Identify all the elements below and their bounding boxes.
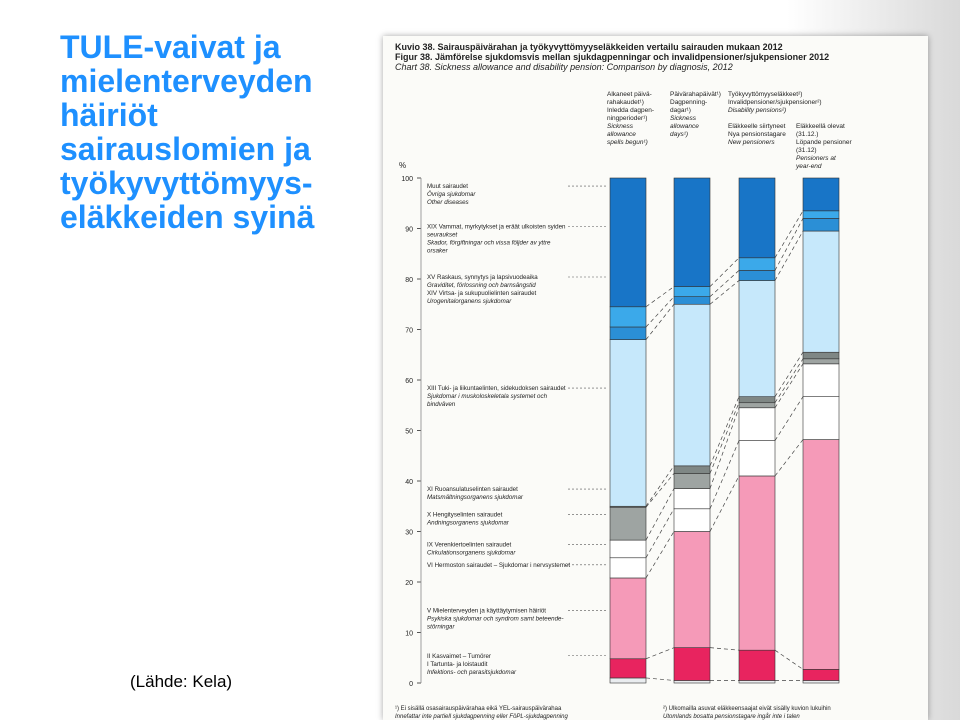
footnote-line: ¹) Ei sisällä osasairauspäivärahaa eikä YEL-sairauspäivärahaa xyxy=(395,706,562,712)
connector-line xyxy=(646,489,674,541)
legend-label-line: Andningsorganens sjukdomar xyxy=(427,519,509,527)
group-header-line: Työkyvyttömyyseläkkeet²) xyxy=(728,91,803,98)
connector-line xyxy=(710,258,739,287)
connector-line xyxy=(775,440,803,476)
bar-segment xyxy=(610,578,646,659)
bar-segment xyxy=(739,403,775,408)
bar-segment xyxy=(803,211,839,219)
connector-line xyxy=(710,648,739,651)
legend-label-line: VI Hermoston sairaudet – Sjukdomar i nervsystemet xyxy=(427,561,571,569)
bar-segment xyxy=(674,466,710,474)
title-line: TULE-vaivat ja xyxy=(60,29,281,65)
legend-label-line: V Mielenterveyden ja käyttäytymisen häiriöt xyxy=(427,607,546,615)
category-label-line: New pensioners xyxy=(728,139,775,146)
connector-line xyxy=(646,532,674,578)
bar-segment xyxy=(803,231,839,352)
footnote-line: ²) Ulkomailla asuvat eläkkeensaajat eivät sisälly kuvion lukuihin xyxy=(663,706,831,712)
category-label-line: ningperioder¹) xyxy=(607,115,648,122)
connector-line xyxy=(710,403,739,474)
connector-line xyxy=(646,678,674,681)
bar-segment xyxy=(803,352,839,359)
category-label-line: dagar¹) xyxy=(670,107,691,114)
bar-segment xyxy=(610,178,646,307)
legend-label-line: Infektions- och parasitsjukdomar xyxy=(427,668,517,676)
chart-title-line: Chart 38. Sickness allowance and disability pension: Comparison by diagnosis, 2012 xyxy=(395,62,733,72)
legend-label-line: Cirkulationsorganens sjukdomar xyxy=(427,549,516,557)
legend-label-line: IX Verenkiertoelinten sairaudet xyxy=(427,541,512,549)
connector-line xyxy=(775,231,803,280)
bar-segment xyxy=(803,680,839,683)
footnote-line: Innefattar inte partiell sjukdagpenning eller FöPL-sjukdagpenning xyxy=(395,714,568,720)
category-label-line: Eläkkeellä olevat xyxy=(796,123,845,130)
category-label-line: Dagpenning- xyxy=(670,99,708,106)
bar-segment xyxy=(803,364,839,397)
category-label-line: days¹) xyxy=(670,131,689,138)
bar-segment xyxy=(739,178,775,258)
legend-label-line: seuraukset xyxy=(427,231,458,239)
category-label-line: (31.12.) xyxy=(796,131,819,138)
bar-segment xyxy=(674,178,710,287)
title-line: sairauslomien ja xyxy=(60,131,311,167)
connector-line xyxy=(710,397,739,466)
connector-line xyxy=(646,466,674,506)
legend-label-line: XIII Tuki- ja liikuntaelinten, sidekudoksen sairaudet xyxy=(427,385,566,393)
legend-label-line: Matsmältningsorganens sjukdomar xyxy=(427,494,523,502)
category-label-line: Nya pensionstagare xyxy=(728,131,786,138)
y-tick-label: 100 xyxy=(401,176,413,183)
connector-line xyxy=(775,364,803,408)
connector-line xyxy=(775,211,803,258)
connector-line xyxy=(775,218,803,270)
connector-line xyxy=(646,648,674,659)
connector-line xyxy=(710,281,739,305)
legend-label-line: Other diseases xyxy=(427,199,469,207)
category-label-line: rahakaudet¹) xyxy=(607,99,644,106)
connector-line xyxy=(646,473,674,507)
bar-segment xyxy=(803,359,839,364)
bar-segment xyxy=(674,489,710,509)
bar-segment xyxy=(610,558,646,578)
connector-line xyxy=(775,352,803,396)
category-label-line: Inledda dagpen- xyxy=(607,107,654,114)
category-label-line: allowance xyxy=(607,131,636,138)
category-label-line: Alkaneet päivä- xyxy=(607,91,652,98)
group-header-line: Invalidpensioner/sjukpensioner²) xyxy=(728,99,822,106)
bar-segment xyxy=(610,307,646,327)
connector-line xyxy=(710,441,739,509)
bar-segment xyxy=(803,397,839,440)
footnote-line: Utomlands bosatta pensionstagare ingår inte i talen xyxy=(663,714,800,720)
bar-segment xyxy=(610,327,646,340)
bar-segment xyxy=(610,540,646,558)
legend-label-line: Skador, förgiftningar och vissa följder av yttre xyxy=(427,239,551,247)
legend-label-line: Graviditet, förlossning och barnsängstid xyxy=(427,282,536,289)
title-line: häiriöt xyxy=(60,97,158,133)
bar-segment xyxy=(674,473,710,488)
connector-line xyxy=(710,408,739,489)
category-label-line: spells begun¹) xyxy=(607,139,648,146)
bar-segment xyxy=(803,669,839,680)
y-tick-label: 80 xyxy=(405,277,413,284)
bar-segment xyxy=(610,678,646,683)
category-label-line: Sickness xyxy=(670,115,697,122)
legend-label-line: XIV Virtsa- ja sukupuolielinten sairaudet xyxy=(427,290,537,297)
bar-segment xyxy=(739,650,775,680)
y-tick-label: 40 xyxy=(405,479,413,486)
legend-label-line: XV Raskaus, synnytys ja lapsivuodeaika xyxy=(427,274,538,281)
category-label-line: allowance xyxy=(670,123,699,130)
y-tick-label: 30 xyxy=(405,529,413,537)
bar-segment xyxy=(674,287,710,297)
bar-segment xyxy=(739,680,775,683)
bar-segment xyxy=(610,340,646,507)
legend-label-line: Muut sairaudet xyxy=(427,183,468,191)
stacked-bar-chart xyxy=(383,36,928,720)
bar-segment xyxy=(739,258,775,271)
title-line: työkyvyttömyys- xyxy=(60,165,313,201)
category-label-line: (31.12) xyxy=(796,147,817,154)
connector-line xyxy=(775,650,803,669)
category-label-line: Sickness xyxy=(607,123,634,130)
legend-label-line: II Kasvaimet – Tumörer xyxy=(427,652,491,660)
bar-segment xyxy=(803,218,839,231)
bar-segment xyxy=(739,397,775,403)
category-label-line: year-end xyxy=(796,163,822,170)
connector-line xyxy=(646,304,674,339)
category-label-line: Eläkkeelle siirtyneet xyxy=(728,123,786,130)
bar-segment xyxy=(674,304,710,466)
connector-line xyxy=(710,476,739,532)
bar-segment xyxy=(674,532,710,648)
y-tick-label: 10 xyxy=(405,630,413,638)
connector-line xyxy=(710,270,739,296)
chart-title-line: Kuvio 38. Sairauspäivärahan ja työkyvyttömyyseläkkeiden vertailu sairauden mukaan 2012 xyxy=(395,42,783,52)
bar-segment xyxy=(739,476,775,650)
category-label-line: Päivärahapäivät¹) xyxy=(670,91,721,98)
y-tick-label: 60 xyxy=(405,378,413,385)
group-header-line: Disability pensions²) xyxy=(728,107,787,114)
legend-label-line: Urogenitalorganens sjukdomar xyxy=(427,298,512,305)
legend-label-line: I Tartunta- ja loistaudit xyxy=(427,660,488,668)
y-tick-label: 0 xyxy=(409,681,413,688)
source-note: (Lähde: Kela) xyxy=(130,672,233,691)
title-line: eläkkeiden syinä xyxy=(60,199,315,235)
legend-label-line: X Hengityselinten sairaudet xyxy=(427,511,503,519)
chart-panel xyxy=(383,36,928,720)
category-label-line: Pensioners at xyxy=(796,155,836,162)
bar-segment xyxy=(739,281,775,397)
legend-label-line: XIX Vammat, myrkytykset ja eräät ulkoisten syiden xyxy=(427,223,566,231)
bar-segment xyxy=(739,441,775,476)
legend-label-line: orsaker xyxy=(427,247,448,255)
connector-line xyxy=(775,359,803,403)
connector-line xyxy=(646,287,674,307)
category-label-line: Löpande pensioner xyxy=(796,139,852,146)
bar-segment xyxy=(610,659,646,678)
bar-segment xyxy=(674,648,710,681)
bar-segment xyxy=(803,178,839,211)
y-tick-label: 20 xyxy=(405,580,413,587)
title-line: mielenterveyden xyxy=(60,63,313,99)
legend-label-line: Psykiska sjukdomar och syndrom samt beteende- xyxy=(427,615,564,623)
y-axis-label: % xyxy=(399,161,407,170)
bar-segment xyxy=(674,680,710,683)
legend-label-line: Sjukdomar i muskoloskeletala systemet och xyxy=(427,393,548,401)
bar-segment xyxy=(803,440,839,670)
legend-label-line: störningar xyxy=(427,623,455,631)
bar-segment xyxy=(674,297,710,305)
legend-label-line: bindväven xyxy=(427,401,456,409)
bar-segment xyxy=(739,270,775,280)
slide-title xyxy=(60,30,380,234)
connector-line xyxy=(775,397,803,441)
bar-segment xyxy=(674,509,710,532)
legend-label-line: Övriga sjukdomar xyxy=(427,191,476,199)
bar-segment xyxy=(610,507,646,540)
bar-segment xyxy=(739,408,775,441)
y-tick-label: 70 xyxy=(405,327,413,335)
chart-title-line: Figur 38. Jämförelse sjukdomsvis mellan sjukdagpenningar och invalidpensioner/sjukpensioner 2012 xyxy=(395,52,830,62)
legend-label-line: XI Ruoansulatuselinten sairaudet xyxy=(427,486,518,494)
connector-line xyxy=(646,509,674,558)
y-tick-label: 50 xyxy=(405,428,413,436)
y-tick-label: 90 xyxy=(405,226,413,234)
